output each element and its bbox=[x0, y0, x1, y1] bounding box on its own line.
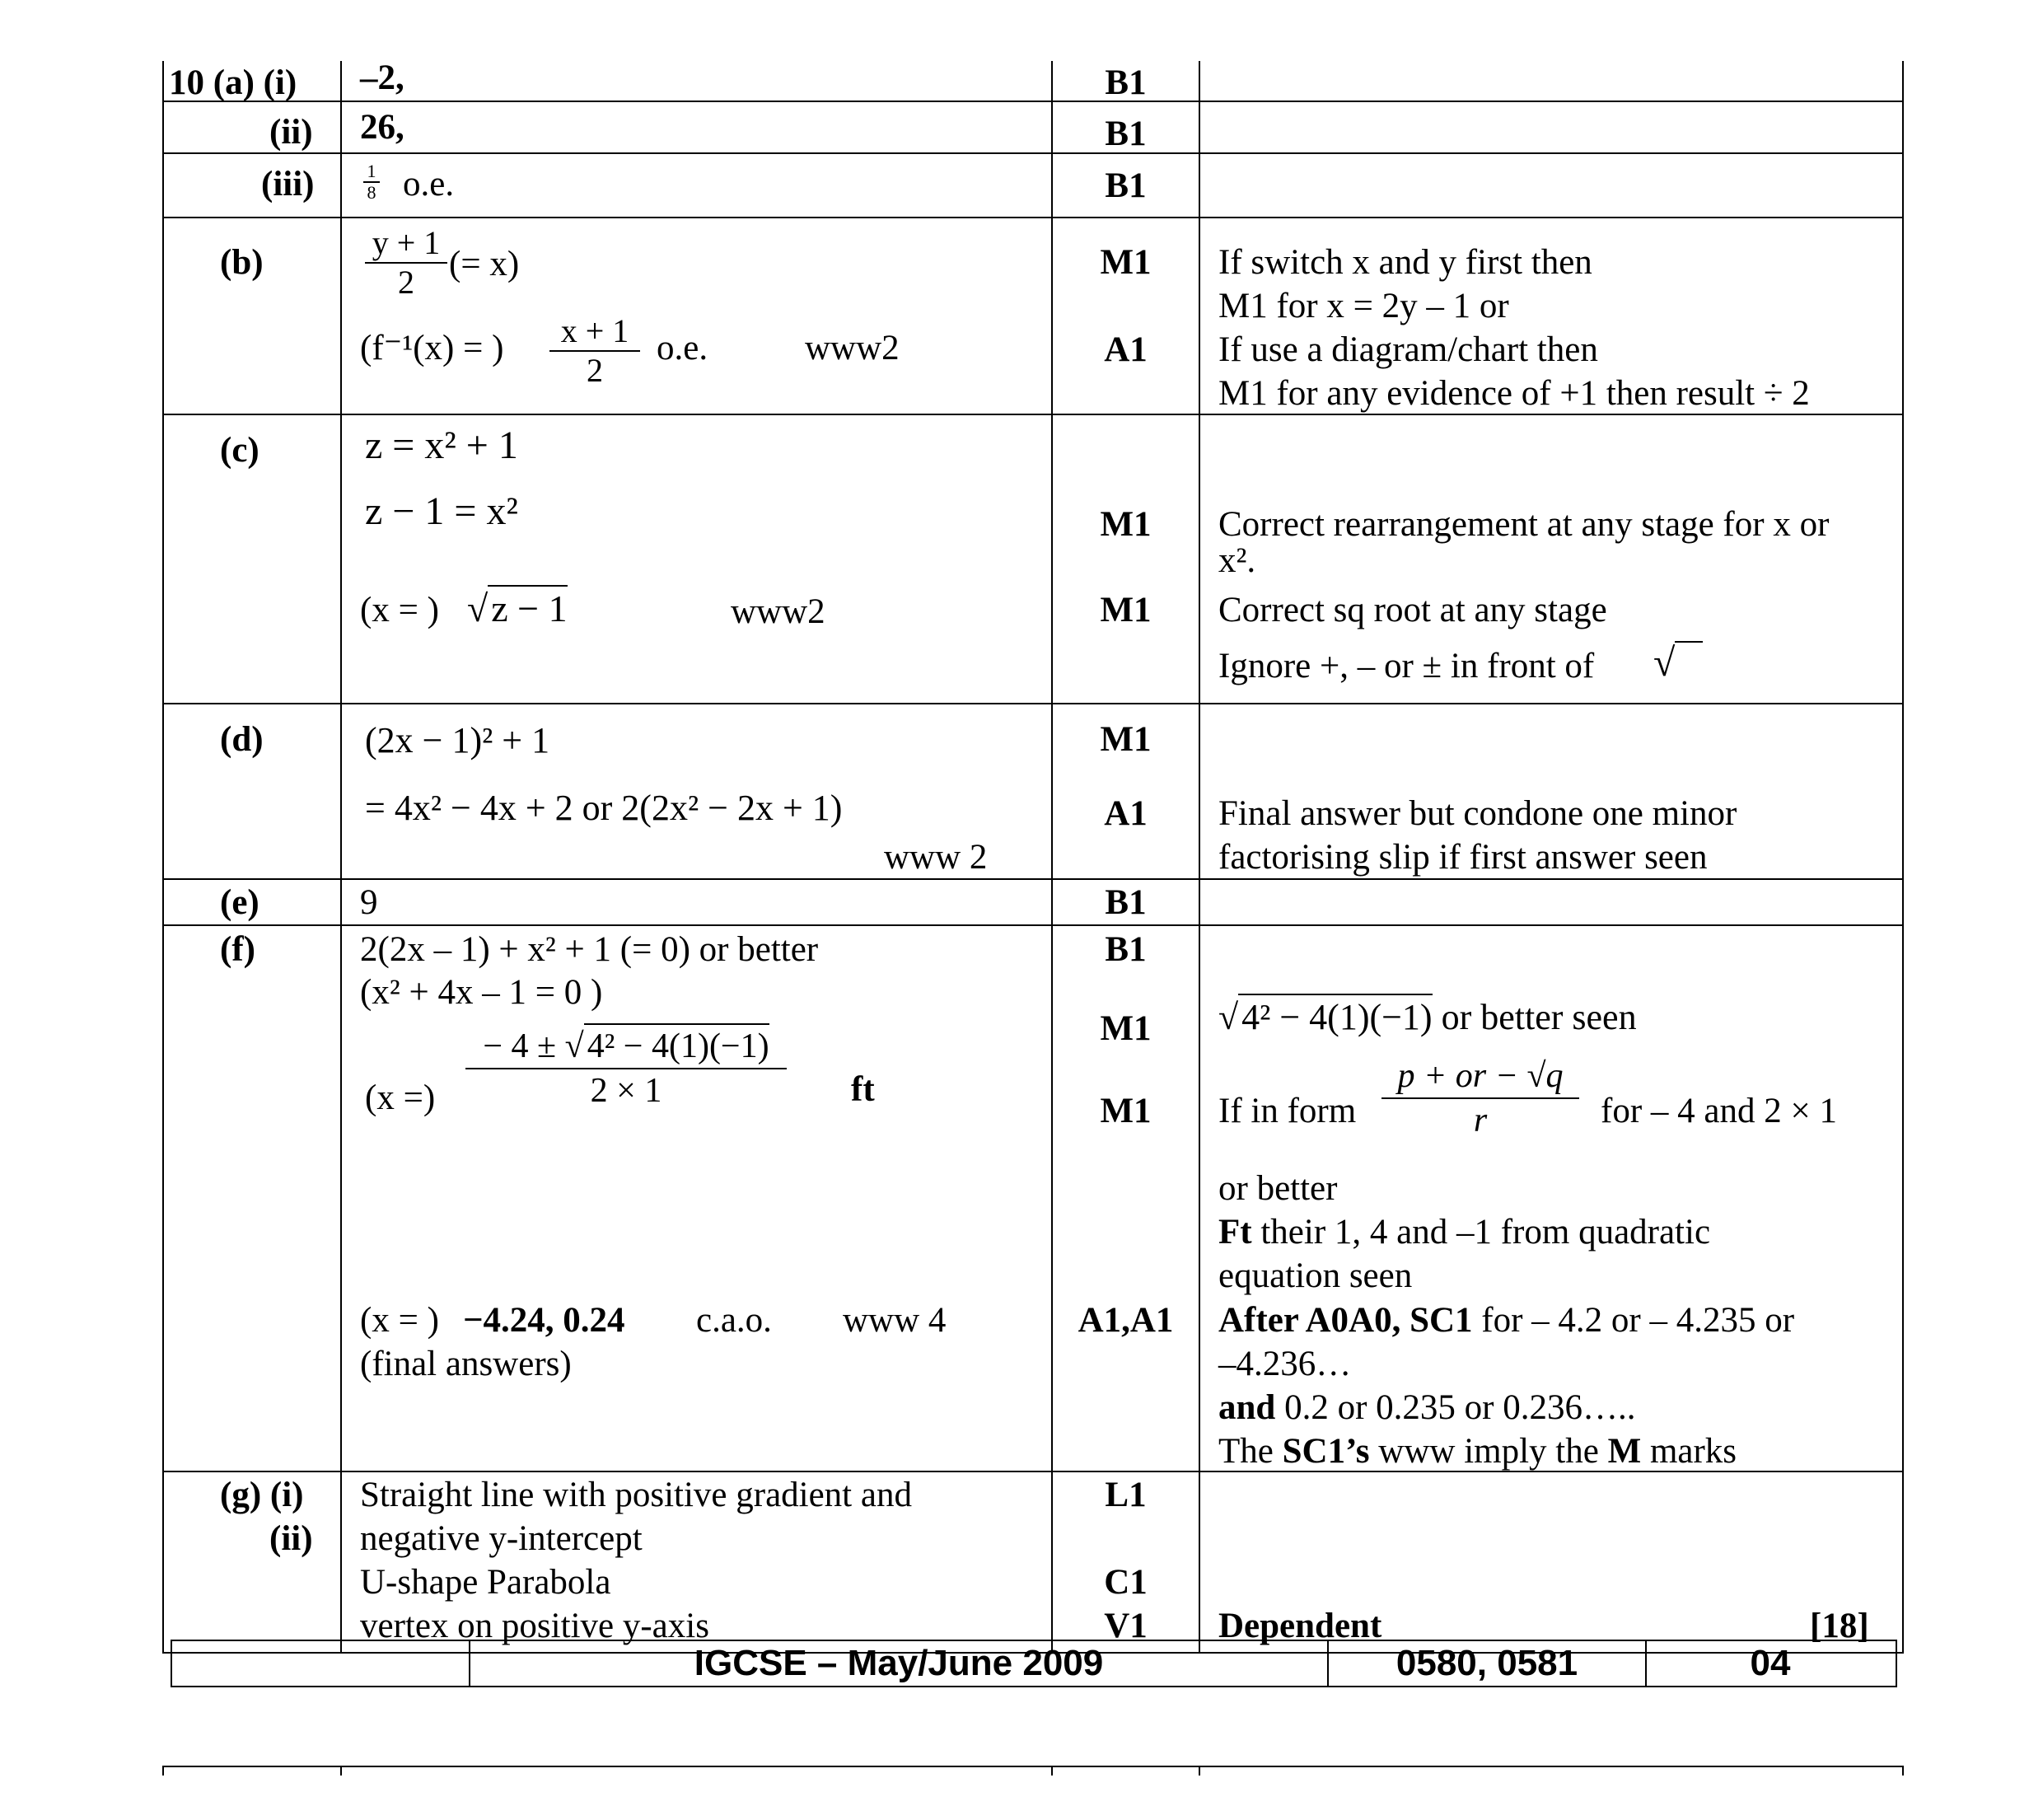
fraction-one-eighth: 1 8 bbox=[363, 161, 380, 203]
next-table-tick bbox=[340, 1766, 342, 1776]
next-table-tick bbox=[1199, 1766, 1200, 1776]
answer-10g-line1: Straight line with positive gradient and bbox=[360, 1476, 912, 1514]
row-divider bbox=[162, 703, 1904, 704]
footer-blank-cell bbox=[172, 1641, 470, 1686]
note-10f-sc1-implies: The SC1’s www imply the M marks bbox=[1218, 1432, 1737, 1471]
question-label-10a-iii: (iii) bbox=[261, 165, 315, 204]
answer-10d-www: www 2 bbox=[884, 838, 988, 877]
row-divider bbox=[162, 217, 1904, 218]
question-label-10c: (c) bbox=[220, 431, 259, 470]
answer-10f-line1: 2(2x – 1) + x² + 1 (= 0) or better bbox=[360, 930, 819, 969]
question-label-10a-i: 10 (a) (i) bbox=[169, 63, 297, 102]
note-10f-and: and 0.2 or 0.235 or 0.236….. bbox=[1218, 1388, 1636, 1427]
question-label-10b: (b) bbox=[220, 243, 264, 282]
answer-10b-f-inverse: (f⁻¹(x) = ) bbox=[360, 329, 504, 367]
note-10f-sc1: After A0A0, SC1 for – 4.2 or – 4.235 or bbox=[1218, 1301, 1795, 1340]
next-table-tick bbox=[1051, 1766, 1053, 1776]
mark-10c-m1a: M1 bbox=[1100, 505, 1152, 544]
answer-10f-final-answers: (final answers) bbox=[360, 1345, 572, 1383]
question-label-10d: (d) bbox=[220, 720, 264, 759]
answer-10f-final-values: −4.24, 0.24 bbox=[463, 1301, 625, 1340]
row-divider bbox=[162, 152, 1904, 154]
answer-10f-x-equals: (x =) bbox=[365, 1078, 436, 1117]
answer-10c-www: www2 bbox=[731, 592, 825, 631]
table-border-left bbox=[162, 61, 164, 1654]
note-10f-equation-seen: equation seen bbox=[1218, 1256, 1413, 1295]
fraction-x-plus-1-over-2: x + 1 2 bbox=[549, 312, 640, 390]
mark-10f-m1b: M1 bbox=[1100, 1092, 1152, 1130]
note-10b-line2: M1 for x = 2y – 1 or bbox=[1218, 287, 1509, 325]
answer-10c-line2: z − 1 = x² bbox=[365, 489, 518, 533]
answer-10b-oe: o.e. bbox=[657, 329, 708, 367]
note-10f-minus-4236: –4.236… bbox=[1218, 1345, 1352, 1383]
mark-10d-m1: M1 bbox=[1100, 720, 1152, 759]
answer-10b-www: www2 bbox=[805, 329, 900, 367]
note-10c-line1b: x². bbox=[1218, 541, 1256, 580]
note-10d-line2: factorising slip if first answer seen bbox=[1218, 838, 1708, 877]
fraction-form-p-q-r: p + or − √q r bbox=[1381, 1055, 1579, 1142]
question-label-10g-ii: (ii) bbox=[269, 1519, 313, 1558]
fraction-quadratic-formula: − 4 ± √4² − 4(1)(−1) 2 × 1 bbox=[465, 1023, 787, 1112]
mark-10a-ii: B1 bbox=[1105, 115, 1147, 153]
note-10c-line2: Correct sq root at any stage bbox=[1218, 591, 1607, 629]
note-10b-line4: M1 for any evidence of +1 then result ÷ 2 bbox=[1218, 374, 1810, 413]
question-label-10e: (e) bbox=[220, 883, 259, 922]
note-10f-ft: Ft their 1, 4 and –1 from quadratic bbox=[1218, 1213, 1711, 1252]
note-10c-line1: Correct rearrangement at any stage for x or bbox=[1218, 505, 1830, 544]
mark-10f-m1a: M1 bbox=[1100, 1009, 1152, 1048]
note-10b-line3: If use a diagram/chart then bbox=[1218, 330, 1598, 369]
mark-10e: B1 bbox=[1105, 883, 1147, 922]
mark-10f-b1: B1 bbox=[1105, 930, 1147, 969]
total-marks: [18] bbox=[1810, 1607, 1869, 1645]
next-table-tick bbox=[1902, 1766, 1904, 1776]
mark-10g-l1: L1 bbox=[1105, 1476, 1147, 1514]
note-10f-discriminant: √4² − 4(1)(−1) or better seen bbox=[1218, 994, 1637, 1039]
answer-10a-ii: 26, bbox=[360, 108, 404, 147]
column-divider-mark bbox=[1051, 61, 1053, 1654]
mark-10c-m1b: M1 bbox=[1100, 591, 1152, 629]
answer-10a-iii-oe: o.e. bbox=[403, 165, 455, 204]
answer-10c-sqrt: √z − 1 bbox=[467, 585, 568, 630]
answer-10a-i: –2, bbox=[360, 58, 404, 97]
answer-10c-x-equals: (x = ) bbox=[360, 591, 439, 629]
fraction-y-plus-1-over-2: y + 1 2 bbox=[365, 224, 447, 302]
page-footer bbox=[171, 1640, 1897, 1687]
answer-10g-line4: vertex on positive y-axis bbox=[360, 1607, 709, 1645]
answer-10g-line3: U-shape Parabola bbox=[360, 1563, 611, 1602]
note-10f-or-better: or better bbox=[1218, 1169, 1338, 1208]
mark-10d-a1: A1 bbox=[1104, 794, 1148, 833]
question-label-10a-ii: (ii) bbox=[269, 113, 313, 152]
note-10c-line3: Ignore +, – or ± in front of bbox=[1218, 647, 1595, 685]
next-table-top-border bbox=[162, 1766, 1904, 1767]
footer-paper: 04 bbox=[1750, 1643, 1791, 1683]
sqrt-symbol: √ bbox=[1653, 641, 1703, 685]
question-label-10g-i: (g) (i) bbox=[220, 1476, 304, 1514]
mark-10a-i: B1 bbox=[1105, 63, 1147, 102]
answer-10e: 9 bbox=[360, 883, 378, 922]
mark-10g-c1: C1 bbox=[1104, 1563, 1148, 1602]
answer-10f-cao: c.a.o. bbox=[696, 1301, 772, 1340]
mark-10g-v1: V1 bbox=[1104, 1607, 1148, 1645]
answer-10f-ft: ft bbox=[851, 1070, 875, 1109]
answer-10d-line1: (2x − 1)² + 1 bbox=[365, 720, 550, 760]
answer-10b-equals-x: (= x) bbox=[449, 245, 520, 283]
next-table-tick bbox=[162, 1766, 164, 1776]
answer-10g-line2: negative y-intercept bbox=[360, 1519, 643, 1558]
answer-10c-line1: z = x² + 1 bbox=[365, 423, 518, 467]
note-10g-dependent: Dependent bbox=[1218, 1607, 1382, 1645]
row-divider bbox=[162, 101, 1904, 102]
footer-exam: IGCSE – May/June 2009 bbox=[470, 1641, 1329, 1686]
column-divider-answer bbox=[340, 61, 342, 1654]
note-10f-for-values: for – 4 and 2 × 1 bbox=[1601, 1092, 1837, 1130]
answer-10f-www: www 4 bbox=[843, 1301, 947, 1340]
mark-10b-m1: M1 bbox=[1100, 243, 1152, 282]
row-divider bbox=[162, 924, 1904, 926]
question-label-10f: (f) bbox=[220, 930, 255, 969]
footer-syllabus: 0580, 0581 bbox=[1329, 1641, 1647, 1686]
mark-10a-iii: B1 bbox=[1105, 166, 1147, 205]
radicand-z-minus-1: z − 1 bbox=[488, 585, 567, 630]
answer-10d-line2: = 4x² − 4x + 2 or 2(2x² − 2x + 1) bbox=[365, 788, 843, 828]
column-divider-notes bbox=[1199, 61, 1200, 1654]
answer-10f-x-equals-final: (x = ) bbox=[360, 1301, 439, 1340]
mark-10f-a1a1: A1,A1 bbox=[1078, 1301, 1174, 1340]
answer-10f-line2: (x² + 4x – 1 = 0 ) bbox=[360, 973, 603, 1012]
mark-scheme-table bbox=[162, 58, 1904, 1654]
note-10d-line1: Final answer but condone one minor bbox=[1218, 794, 1737, 833]
table-border-right bbox=[1902, 61, 1904, 1654]
mark-10b-a1: A1 bbox=[1104, 330, 1148, 369]
note-10f-if-in-form: If in form bbox=[1218, 1092, 1357, 1130]
note-10b-line1: If switch x and y first then bbox=[1218, 243, 1592, 282]
